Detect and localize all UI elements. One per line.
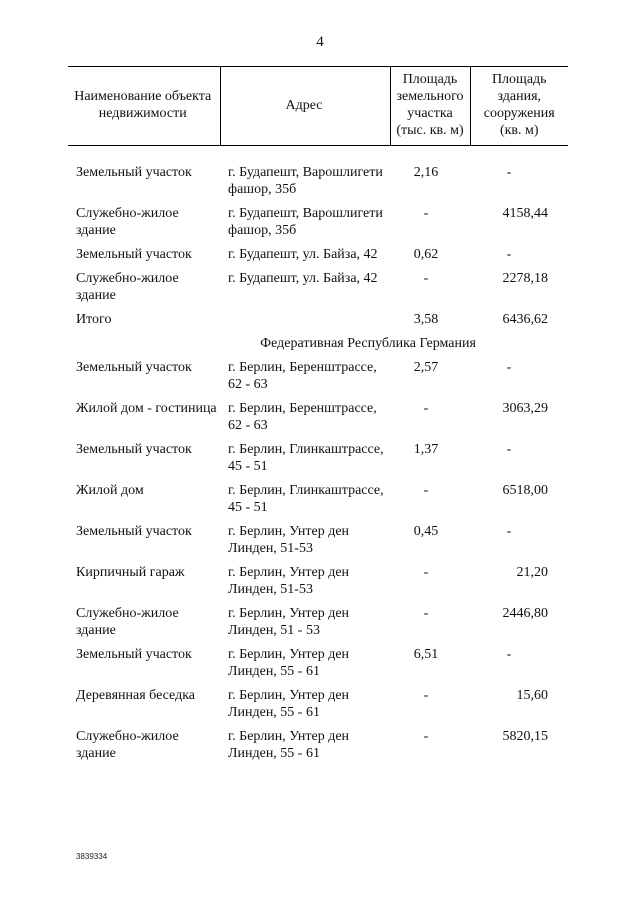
total-building-area: 6436,62 [502, 312, 548, 327]
building-area: 3063,29 [502, 401, 548, 416]
building-area: 6518,00 [502, 483, 548, 498]
object-name: Служебно-жилое здание [76, 729, 179, 761]
land-area: 6,51 [413, 647, 439, 662]
object-name: Земельный участок [76, 247, 192, 262]
land-area: 0,62 [413, 247, 439, 262]
building-area: 15,60 [516, 688, 548, 703]
section-heading: Федеративная Республика Германия [260, 336, 476, 351]
table-row [68, 687, 568, 728]
land-area: 2,16 [413, 165, 439, 180]
object-name: Служебно-жилое здание [76, 271, 179, 303]
total-label: Итого [76, 312, 112, 327]
land-area: - [423, 565, 429, 580]
object-address: г. Берлин, Унтер ден Линден, 55 - 61 [228, 647, 350, 679]
building-area: - [506, 524, 512, 539]
object-address: г. Будапешт, Варошлигети фашор, 35б [228, 165, 383, 197]
table-row [68, 164, 568, 205]
land-area: - [423, 688, 429, 703]
land-area: - [423, 606, 429, 621]
header-land-area: Площадь земельного участка (тыс. кв. м) [390, 67, 470, 146]
table-header [68, 67, 568, 146]
land-area: - [423, 206, 429, 221]
object-name: Служебно-жилое здание [76, 206, 179, 238]
page-number: 4 [316, 34, 324, 50]
building-area: 4158,44 [502, 206, 548, 221]
table-row [68, 441, 568, 482]
object-name: Земельный участок [76, 360, 192, 375]
object-address: г. Будапешт, ул. Байза, 42 [228, 271, 378, 286]
object-address: г. Берлин, Унтер ден Линден, 51-53 [228, 565, 350, 597]
table-row [68, 564, 568, 605]
object-address: г. Берлин, Беренштрассе, 62 - 63 [228, 360, 377, 392]
object-name: Земельный участок [76, 165, 192, 180]
building-area: - [506, 647, 512, 662]
table-body [68, 146, 568, 770]
table-row [68, 482, 568, 523]
property-table [68, 66, 568, 769]
total-land-area: 3,58 [413, 312, 439, 327]
table-row [68, 728, 568, 769]
table-row [68, 359, 568, 400]
section-row [68, 335, 568, 359]
header-building-area: Площадь здания, сооружения (кв. м) [470, 67, 568, 146]
object-name: Кирпичный гараж [76, 565, 185, 580]
land-area: - [423, 401, 429, 416]
object-address: г. Берлин, Унтер ден Линден, 51 - 53 [228, 606, 350, 638]
building-area: - [506, 165, 512, 180]
land-area: - [423, 271, 429, 286]
table-row [68, 646, 568, 687]
object-address: г. Берлин, Глинкаштрассе, 45 - 51 [228, 483, 384, 515]
table-row [68, 205, 568, 246]
table-row [68, 270, 568, 311]
object-name: Земельный участок [76, 524, 192, 539]
land-area: 2,57 [413, 360, 439, 375]
building-area: - [506, 247, 512, 262]
object-name: Служебно-жилое здание [76, 606, 179, 638]
object-address: г. Берлин, Унтер ден Линден, 51-53 [228, 524, 350, 556]
land-area: - [423, 483, 429, 498]
object-address: г. Берлин, Беренштрассе, 62 - 63 [228, 401, 377, 433]
object-name: Деревянная беседка [76, 688, 195, 703]
land-area: - [423, 729, 429, 744]
object-address: г. Будапешт, ул. Байза, 42 [228, 247, 378, 262]
table-row [68, 523, 568, 564]
header-address: Адрес [220, 67, 390, 146]
building-area: 2446,80 [502, 606, 548, 621]
object-address: г. Берлин, Глинкаштрассе, 45 - 51 [228, 442, 384, 474]
building-area: 21,20 [516, 565, 548, 580]
table-row [68, 400, 568, 441]
header-name: Наименование объекта недвижимости [68, 67, 220, 146]
table-row [68, 605, 568, 646]
building-area: - [506, 360, 512, 375]
building-area: - [506, 442, 512, 457]
object-address: г. Берлин, Унтер ден Линден, 55 - 61 [228, 729, 350, 761]
object-address: г. Берлин, Унтер ден Линден, 55 - 61 [228, 688, 350, 720]
total-row [68, 311, 568, 335]
building-area: 2278,18 [502, 271, 548, 286]
building-area: 5820,15 [502, 729, 548, 744]
object-name: Жилой дом - гостиница [76, 401, 217, 416]
land-area: 0,45 [413, 524, 439, 539]
total-address-empty [220, 311, 390, 335]
document-code: 3839334 [76, 852, 108, 861]
object-name: Жилой дом [76, 483, 144, 498]
object-address: г. Будапешт, Варошлигети фашор, 35б [228, 206, 383, 238]
object-name: Земельный участок [76, 647, 192, 662]
land-area: 1,37 [413, 442, 439, 457]
object-name: Земельный участок [76, 442, 192, 457]
table-row [68, 246, 568, 270]
